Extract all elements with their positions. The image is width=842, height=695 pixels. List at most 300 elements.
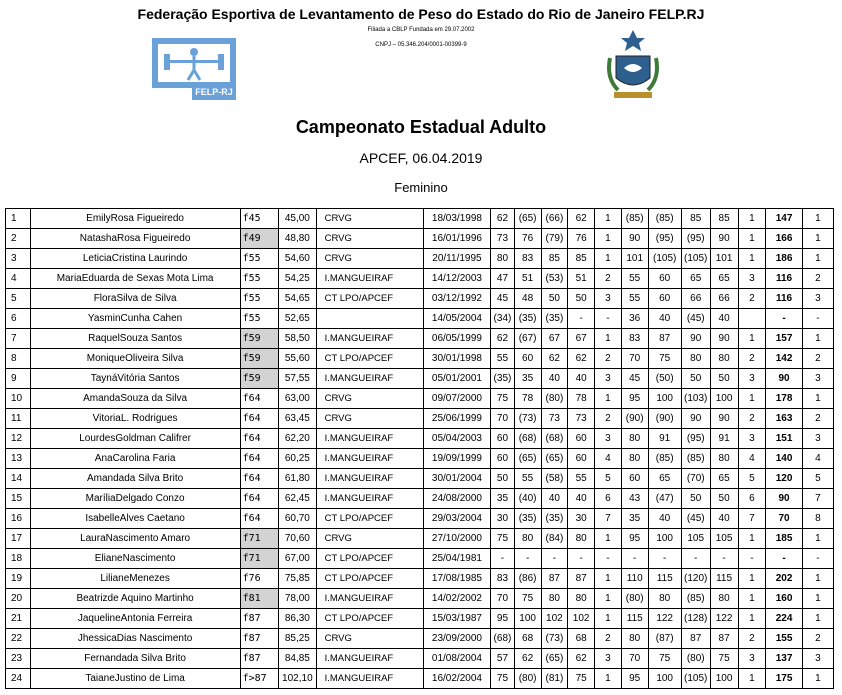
final-place: 3	[802, 369, 833, 389]
snatch-attempt-1: 60	[491, 429, 515, 449]
club: I.MANGUEIRAF	[316, 329, 423, 349]
row-number: 10	[6, 389, 31, 409]
weight-category: f71	[240, 549, 279, 569]
row-number: 15	[6, 489, 31, 509]
row-number: 13	[6, 449, 31, 469]
row-number: 5	[6, 289, 31, 309]
bodyweight: 60,70	[279, 509, 316, 529]
athlete-name: Amandada Silva Brito	[30, 469, 240, 489]
clean-jerk-attempt-1: -	[621, 549, 648, 569]
snatch-attempt-1: -	[491, 549, 515, 569]
best-snatch: 40	[568, 369, 595, 389]
clean-jerk-place: 1	[738, 329, 766, 349]
athlete-name: Fernandada Silva Brito	[30, 649, 240, 669]
snatch-place: 1	[595, 569, 622, 589]
clean-jerk-attempt-3: 80	[681, 349, 710, 369]
weight-category: f87	[240, 609, 279, 629]
table-row	[6, 309, 834, 329]
total: 224	[766, 609, 802, 629]
clean-jerk-attempt-2: (47)	[648, 489, 681, 509]
clean-jerk-attempt-1: 80	[621, 429, 648, 449]
clean-jerk-attempt-1: 83	[621, 329, 648, 349]
bodyweight: 54,65	[279, 289, 316, 309]
snatch-attempt-1: (35)	[491, 369, 515, 389]
snatch-attempt-1: 73	[491, 229, 515, 249]
snatch-attempt-2: 83	[514, 249, 541, 269]
club: CT LPO/APCEF	[316, 549, 423, 569]
best-clean-jerk: 40	[710, 509, 738, 529]
snatch-attempt-2: 80	[514, 529, 541, 549]
bodyweight: 60,25	[279, 449, 316, 469]
clean-jerk-attempt-1: 90	[621, 229, 648, 249]
snatch-attempt-2: 35	[514, 369, 541, 389]
clean-jerk-attempt-3: 66	[681, 289, 710, 309]
snatch-attempt-3: (79)	[541, 229, 568, 249]
athlete-name: LourdesGoldman Califrer	[30, 429, 240, 449]
birth-date: 06/05/1999	[423, 329, 490, 349]
table-row	[6, 629, 834, 649]
snatch-attempt-2: 55	[514, 469, 541, 489]
weight-category: f55	[240, 289, 279, 309]
club: CT LPO/APCEF	[316, 289, 423, 309]
birth-date: 01/08/2004	[423, 649, 490, 669]
birth-date: 16/02/2004	[423, 669, 490, 689]
birth-date: 19/09/1999	[423, 449, 490, 469]
best-clean-jerk: 90	[710, 229, 738, 249]
clean-jerk-attempt-1: 95	[621, 389, 648, 409]
snatch-attempt-3: (35)	[541, 509, 568, 529]
snatch-attempt-3: 50	[541, 289, 568, 309]
clean-jerk-place: 6	[738, 489, 766, 509]
clean-jerk-attempt-1: 45	[621, 369, 648, 389]
table-row	[6, 509, 834, 529]
snatch-attempt-2: 100	[514, 609, 541, 629]
row-number: 2	[6, 229, 31, 249]
snatch-place: 2	[595, 629, 622, 649]
clean-jerk-attempt-2: 40	[648, 309, 681, 329]
bodyweight: 67,00	[279, 549, 316, 569]
clean-jerk-attempt-1: 60	[621, 469, 648, 489]
best-clean-jerk: 87	[710, 629, 738, 649]
snatch-attempt-1: 57	[491, 649, 515, 669]
clean-jerk-attempt-1: 43	[621, 489, 648, 509]
weight-category: f55	[240, 269, 279, 289]
club: CRVG	[316, 229, 423, 249]
snatch-attempt-3: 102	[541, 609, 568, 629]
cnpj-line: CNPJ – 05.346.204/0001-00399-9	[375, 42, 467, 48]
birth-date: 03/12/1992	[423, 289, 490, 309]
row-number: 8	[6, 349, 31, 369]
birth-date: 30/01/1998	[423, 349, 490, 369]
athlete-name: VitoriaL. Rodrigues	[30, 409, 240, 429]
row-number: 14	[6, 469, 31, 489]
row-number: 3	[6, 249, 31, 269]
bodyweight: 62,45	[279, 489, 316, 509]
athlete-name: JaquelineAntonia Ferreira	[30, 609, 240, 629]
clean-jerk-attempt-1: 110	[621, 569, 648, 589]
table-row	[6, 469, 834, 489]
snatch-attempt-2: (73)	[514, 409, 541, 429]
best-snatch: 76	[568, 229, 595, 249]
best-clean-jerk: 65	[710, 469, 738, 489]
best-snatch: 30	[568, 509, 595, 529]
birth-date: 23/09/2000	[423, 629, 490, 649]
clean-jerk-attempt-1: 70	[621, 349, 648, 369]
clean-jerk-attempt-3: (45)	[681, 509, 710, 529]
snatch-attempt-3: (80)	[541, 389, 568, 409]
best-clean-jerk: 75	[710, 649, 738, 669]
birth-date: 27/10/2000	[423, 529, 490, 549]
clean-jerk-attempt-1: 35	[621, 509, 648, 529]
final-place: 3	[802, 429, 833, 449]
bodyweight: 63,00	[279, 389, 316, 409]
snatch-attempt-1: 35	[491, 489, 515, 509]
clean-jerk-place: 1	[738, 529, 766, 549]
final-place: 3	[802, 289, 833, 309]
snatch-attempt-1: 95	[491, 609, 515, 629]
snatch-attempt-3: 85	[541, 249, 568, 269]
table-row	[6, 549, 834, 569]
row-number: 11	[6, 409, 31, 429]
total: 166	[766, 229, 802, 249]
clean-jerk-attempt-2: (50)	[648, 369, 681, 389]
row-number: 6	[6, 309, 31, 329]
best-snatch: 87	[568, 569, 595, 589]
club: CT LPO/APCEF	[316, 569, 423, 589]
snatch-place: 7	[595, 509, 622, 529]
snatch-attempt-1: 60	[491, 449, 515, 469]
snatch-place: -	[595, 309, 622, 329]
club: I.MANGUEIRAF	[316, 489, 423, 509]
best-snatch: 80	[568, 589, 595, 609]
athlete-name: ElianeNascimento	[30, 549, 240, 569]
clean-jerk-attempt-2: (85)	[648, 209, 681, 229]
snatch-place: 4	[595, 449, 622, 469]
birth-date: 15/03/1987	[423, 609, 490, 629]
total: 151	[766, 429, 802, 449]
athlete-name: IsabelleAlves Caetano	[30, 509, 240, 529]
bodyweight: 62,20	[279, 429, 316, 449]
clean-jerk-place: 3	[738, 649, 766, 669]
snatch-place: 1	[595, 389, 622, 409]
club: I.MANGUEIRAF	[316, 469, 423, 489]
snatch-attempt-3: 40	[541, 489, 568, 509]
rio-de-janeiro-coat-of-arms	[604, 28, 662, 104]
club: CT LPO/APCEF	[316, 509, 423, 529]
bodyweight: 52,65	[279, 309, 316, 329]
club: I.MANGUEIRAF	[316, 449, 423, 469]
birth-date: 17/08/1985	[423, 569, 490, 589]
bodyweight: 86,30	[279, 609, 316, 629]
bodyweight: 61,80	[279, 469, 316, 489]
clean-jerk-place: 1	[738, 589, 766, 609]
clean-jerk-attempt-2: 91	[648, 429, 681, 449]
snatch-attempt-1: 47	[491, 269, 515, 289]
snatch-place: 1	[595, 329, 622, 349]
athlete-name: AnaCarolina Faria	[30, 449, 240, 469]
clean-jerk-attempt-2: (90)	[648, 409, 681, 429]
clean-jerk-attempt-2: (85)	[648, 449, 681, 469]
final-place: 2	[802, 349, 833, 369]
clean-jerk-attempt-3: (45)	[681, 309, 710, 329]
club: CRVG	[316, 629, 423, 649]
club: I.MANGUEIRAF	[316, 649, 423, 669]
clean-jerk-attempt-2: 122	[648, 609, 681, 629]
club: CRVG	[316, 389, 423, 409]
clean-jerk-attempt-3: 85	[681, 209, 710, 229]
clean-jerk-attempt-2: 65	[648, 469, 681, 489]
clean-jerk-attempt-3: (128)	[681, 609, 710, 629]
table-row	[6, 389, 834, 409]
best-snatch: -	[568, 309, 595, 329]
table-row	[6, 289, 834, 309]
bodyweight: 102,10	[279, 669, 316, 689]
best-clean-jerk: 80	[710, 349, 738, 369]
best-clean-jerk: 66	[710, 289, 738, 309]
weight-category: f64	[240, 389, 279, 409]
total: 90	[766, 369, 802, 389]
athlete-name: JhessicaDias Nascimento	[30, 629, 240, 649]
club: I.MANGUEIRAF	[316, 669, 423, 689]
bodyweight: 85,25	[279, 629, 316, 649]
clean-jerk-attempt-1: 36	[621, 309, 648, 329]
total: 163	[766, 409, 802, 429]
snatch-attempt-1: 75	[491, 669, 515, 689]
total: 202	[766, 569, 802, 589]
clean-jerk-attempt-2: 75	[648, 349, 681, 369]
table-row	[6, 429, 834, 449]
final-place: 5	[802, 469, 833, 489]
gender-heading: Feminino	[394, 180, 448, 195]
final-place: 2	[802, 409, 833, 429]
snatch-attempt-1: 80	[491, 249, 515, 269]
clean-jerk-place: 1	[738, 609, 766, 629]
best-snatch: 75	[568, 669, 595, 689]
clean-jerk-attempt-1: (85)	[621, 209, 648, 229]
best-clean-jerk: 115	[710, 569, 738, 589]
clean-jerk-attempt-3: (95)	[681, 429, 710, 449]
athlete-name: TaianeJustino de Lima	[30, 669, 240, 689]
total: 116	[766, 289, 802, 309]
best-snatch: -	[568, 549, 595, 569]
clean-jerk-attempt-3: (95)	[681, 229, 710, 249]
final-place: -	[802, 309, 833, 329]
weight-category: f64	[240, 449, 279, 469]
snatch-attempt-1: 30	[491, 509, 515, 529]
table-row	[6, 489, 834, 509]
weight-category: f59	[240, 369, 279, 389]
snatch-attempt-3: 62	[541, 349, 568, 369]
clean-jerk-place: 2	[738, 349, 766, 369]
club: CRVG	[316, 409, 423, 429]
weight-category: f81	[240, 589, 279, 609]
best-snatch: 62	[568, 649, 595, 669]
clean-jerk-attempt-2: (95)	[648, 229, 681, 249]
club: CT LPO/APCEF	[316, 609, 423, 629]
bodyweight: 58,50	[279, 329, 316, 349]
snatch-attempt-2: 60	[514, 349, 541, 369]
club	[316, 309, 423, 329]
athlete-name: LilianeMenezes	[30, 569, 240, 589]
club: I.MANGUEIRAF	[316, 369, 423, 389]
birth-date: 14/02/2002	[423, 589, 490, 609]
table-row	[6, 249, 834, 269]
total: 142	[766, 349, 802, 369]
clean-jerk-attempt-3: 90	[681, 409, 710, 429]
snatch-attempt-3: (68)	[541, 429, 568, 449]
bodyweight: 57,55	[279, 369, 316, 389]
snatch-place: 3	[595, 429, 622, 449]
clean-jerk-attempt-1: 115	[621, 609, 648, 629]
snatch-place: -	[595, 549, 622, 569]
snatch-attempt-1: 83	[491, 569, 515, 589]
weight-category: f64	[240, 409, 279, 429]
best-snatch: 73	[568, 409, 595, 429]
federation-title: Federação Esportiva de Levantamento de Peso do Estado do Rio de Janeiro FELP.RJ	[137, 6, 705, 22]
clean-jerk-place: 1	[738, 209, 766, 229]
weight-category: f>87	[240, 669, 279, 689]
snatch-attempt-1: (34)	[491, 309, 515, 329]
birth-date: 20/11/1995	[423, 249, 490, 269]
final-place: 7	[802, 489, 833, 509]
weight-category: f64	[240, 509, 279, 529]
snatch-attempt-3: (81)	[541, 669, 568, 689]
club: CRVG	[316, 249, 423, 269]
row-number: 16	[6, 509, 31, 529]
clean-jerk-attempt-2: 75	[648, 649, 681, 669]
snatch-place: 2	[595, 349, 622, 369]
final-place: 1	[802, 249, 833, 269]
clean-jerk-place: 4	[738, 449, 766, 469]
snatch-attempt-2: (40)	[514, 489, 541, 509]
clean-jerk-attempt-3: (120)	[681, 569, 710, 589]
snatch-attempt-2: (86)	[514, 569, 541, 589]
snatch-attempt-2: (67)	[514, 329, 541, 349]
clean-jerk-place: 7	[738, 509, 766, 529]
snatch-place: 1	[595, 229, 622, 249]
club: I.MANGUEIRAF	[316, 429, 423, 449]
weight-category: f45	[240, 209, 279, 229]
row-number: 7	[6, 329, 31, 349]
best-clean-jerk: -	[710, 549, 738, 569]
snatch-place: 3	[595, 649, 622, 669]
birth-date: 14/05/2004	[423, 309, 490, 329]
clean-jerk-attempt-2: 80	[648, 589, 681, 609]
snatch-attempt-2: (65)	[514, 449, 541, 469]
clean-jerk-attempt-2: 40	[648, 509, 681, 529]
snatch-attempt-1: 62	[491, 329, 515, 349]
best-snatch: 85	[568, 249, 595, 269]
row-number: 21	[6, 609, 31, 629]
best-clean-jerk: 105	[710, 529, 738, 549]
final-place: 1	[802, 389, 833, 409]
clean-jerk-place: 1	[738, 569, 766, 589]
snatch-attempt-1: 62	[491, 209, 515, 229]
bodyweight: 78,00	[279, 589, 316, 609]
weight-category: f76	[240, 569, 279, 589]
snatch-attempt-3: 87	[541, 569, 568, 589]
total: 178	[766, 389, 802, 409]
best-snatch: 40	[568, 489, 595, 509]
total: 116	[766, 269, 802, 289]
weight-category: f59	[240, 349, 279, 369]
best-snatch: 62	[568, 349, 595, 369]
total: 120	[766, 469, 802, 489]
bodyweight: 54,25	[279, 269, 316, 289]
athlete-name: MaríliaDelgado Conzo	[30, 489, 240, 509]
birth-date: 05/04/2003	[423, 429, 490, 449]
snatch-attempt-2: 51	[514, 269, 541, 289]
athlete-name: EmilyRosa Figueiredo	[30, 209, 240, 229]
snatch-place: 3	[595, 369, 622, 389]
club: I.MANGUEIRAF	[316, 589, 423, 609]
snatch-place: 2	[595, 409, 622, 429]
snatch-place: 6	[595, 489, 622, 509]
snatch-attempt-3: (53)	[541, 269, 568, 289]
bodyweight: 70,60	[279, 529, 316, 549]
bodyweight: 45,00	[279, 209, 316, 229]
clean-jerk-attempt-2: (87)	[648, 629, 681, 649]
athlete-name: RaquelSouza Santos	[30, 329, 240, 349]
clean-jerk-attempt-1: 70	[621, 649, 648, 669]
snatch-attempt-2: (35)	[514, 509, 541, 529]
table-row	[6, 569, 834, 589]
weight-category: f55	[240, 249, 279, 269]
best-clean-jerk: 50	[710, 369, 738, 389]
athlete-name: TaynáVitória Santos	[30, 369, 240, 389]
table-row	[6, 609, 834, 629]
total: 155	[766, 629, 802, 649]
snatch-attempt-1: (68)	[491, 629, 515, 649]
clean-jerk-attempt-3: 87	[681, 629, 710, 649]
snatch-attempt-2: 68	[514, 629, 541, 649]
final-place: 3	[802, 649, 833, 669]
final-place: 1	[802, 609, 833, 629]
clean-jerk-place: 1	[738, 389, 766, 409]
birth-date: 25/06/1999	[423, 409, 490, 429]
final-place: 4	[802, 449, 833, 469]
athlete-name: Beatrizde Aquino Martinho	[30, 589, 240, 609]
total: 186	[766, 249, 802, 269]
snatch-attempt-1: 50	[491, 469, 515, 489]
snatch-attempt-1: 55	[491, 349, 515, 369]
row-number: 20	[6, 589, 31, 609]
snatch-attempt-1: 45	[491, 289, 515, 309]
best-clean-jerk: 80	[710, 449, 738, 469]
clean-jerk-attempt-2: 87	[648, 329, 681, 349]
clean-jerk-attempt-1: 95	[621, 669, 648, 689]
total: -	[766, 309, 802, 329]
snatch-attempt-3: (73)	[541, 629, 568, 649]
final-place: 1	[802, 569, 833, 589]
snatch-attempt-1: 75	[491, 389, 515, 409]
clean-jerk-place: 3	[738, 369, 766, 389]
clean-jerk-attempt-3: 105	[681, 529, 710, 549]
birth-date: 25/04/1981	[423, 549, 490, 569]
athlete-name: AmandaSouza da Silva	[30, 389, 240, 409]
snatch-attempt-2: -	[514, 549, 541, 569]
bodyweight: 84,85	[279, 649, 316, 669]
bodyweight: 48,80	[279, 229, 316, 249]
clean-jerk-place: 5	[738, 469, 766, 489]
snatch-attempt-2: 78	[514, 389, 541, 409]
results-table	[5, 208, 834, 689]
row-number: 23	[6, 649, 31, 669]
table-row	[6, 369, 834, 389]
bodyweight: 54,60	[279, 249, 316, 269]
clean-jerk-attempt-2: 60	[648, 289, 681, 309]
table-row	[6, 349, 834, 369]
